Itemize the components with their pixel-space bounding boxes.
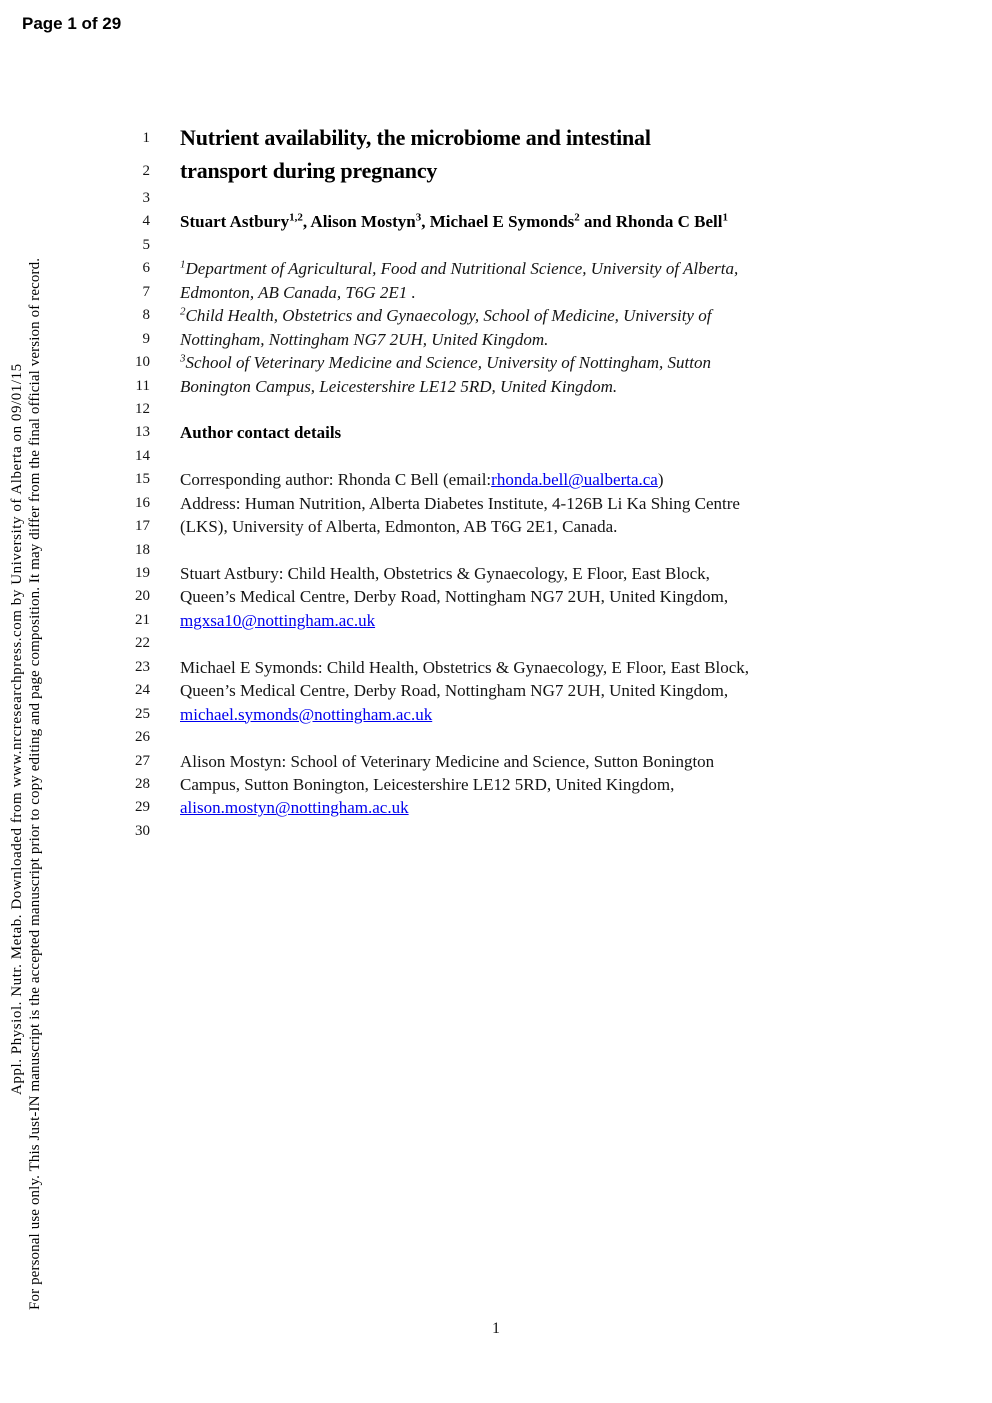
manuscript-line <box>128 468 858 491</box>
line-number: 19 <box>135 565 150 581</box>
line-number: 12 <box>135 400 150 417</box>
line-content <box>180 328 548 351</box>
manuscript-line <box>128 121 858 154</box>
line-number: 28 <box>135 775 150 792</box>
line-number: 14 <box>135 447 150 464</box>
line-number: 17 <box>135 518 150 535</box>
page-header: Page 1 of 29 <box>22 14 122 33</box>
text-run: Stuart Astbury: Child Health, Obstetrics & Gynaecology, E Floor, East Block, <box>180 564 710 583</box>
manuscript-line <box>128 492 858 515</box>
manuscript-line <box>128 351 858 374</box>
text-run: Nutrient availability, the microbiome and intestinal <box>180 125 651 150</box>
line-number: 9 <box>142 330 150 347</box>
text-run: Stuart Astbury <box>180 212 290 232</box>
line-content <box>180 679 728 702</box>
line-content <box>180 375 617 398</box>
line-number: 24 <box>135 682 150 699</box>
text-run: School of Veterinary Medicine and Science, University of Nottingham, Sutton <box>185 353 711 373</box>
line-number: 4 <box>142 213 150 230</box>
manuscript-line <box>128 421 858 444</box>
manuscript-line <box>128 726 858 749</box>
line-content <box>180 609 375 632</box>
line-content <box>180 351 711 374</box>
text-run: , Michael E Symonds <box>421 212 575 232</box>
line-number: 20 <box>135 588 150 605</box>
line-content <box>180 750 714 773</box>
manuscript-line <box>128 656 858 679</box>
line-content <box>180 210 728 233</box>
text-run: Campus, Sutton Bonington, Leicestershire LE12 5RD, United Kingdom, <box>180 774 675 794</box>
line-number: 18 <box>135 541 150 558</box>
line-content <box>180 585 728 608</box>
text-run: Department of Agricultural, Food and Nutritional Science, University of Alberta, <box>185 259 739 279</box>
manuscript-line <box>128 703 858 726</box>
line-number: 27 <box>135 752 150 769</box>
line-content <box>180 492 740 515</box>
line-content <box>180 257 738 280</box>
line-number: 22 <box>135 635 150 652</box>
text-run: Bonington Campus, Leicestershire LE12 5RD, United Kingdom. <box>180 376 618 396</box>
line-content <box>180 421 341 444</box>
text-run: (LKS), University of Alberta, Edmonton, AB T6G 2E1, Canada. <box>180 517 618 537</box>
text-run: transport during pregnancy <box>180 158 438 183</box>
line-content <box>180 281 416 304</box>
text-run: and Rhonda C Bell <box>579 212 723 232</box>
manuscript-line <box>128 562 858 585</box>
page-number: 1 <box>492 1320 500 1337</box>
text-run: Nottingham, Nottingham NG7 2UH, United Kingdom. <box>180 329 549 349</box>
text-run: Corresponding author: Rhonda C Bell (email: <box>180 470 492 490</box>
superscript: 1 <box>722 211 728 224</box>
text-run: Author contact details <box>180 423 342 443</box>
manuscript-line <box>128 679 858 702</box>
manuscript-line <box>128 773 858 796</box>
manuscript-line <box>128 257 858 280</box>
line-number: 5 <box>142 236 150 253</box>
manuscript-line <box>128 539 858 562</box>
line-number: 11 <box>135 377 150 394</box>
email-link[interactable]: alison.mostyn@nottingham.ac.uk <box>180 798 409 818</box>
text-run: Alison Mostyn: School of Veterinary Medicine and Science, Sutton Bonington <box>180 751 715 771</box>
line-content <box>180 796 409 819</box>
line-number: 21 <box>135 611 150 628</box>
manuscript-line <box>128 154 858 187</box>
email-link[interactable]: michael.symonds@nottingham.ac.uk <box>180 704 433 724</box>
sidebar-journal-citation: Appl. Physiol. Nutr. Metab. Downloaded from www.nrcresearchpress.com by University of Alberta on 09/01/15 <box>9 363 25 1095</box>
line-number: 3 <box>142 190 150 206</box>
manuscript-line <box>128 210 858 233</box>
line-number: 13 <box>135 424 150 441</box>
text-run: Child Health, Obstetrics and Gynaecology, School of Medicine, University of <box>185 306 712 326</box>
line-number: 29 <box>135 799 150 816</box>
line-number: 15 <box>135 471 150 488</box>
line-number: 30 <box>135 822 150 839</box>
manuscript-line <box>128 328 858 351</box>
line-number: 23 <box>135 658 150 675</box>
text-run: , Alison Mostyn <box>302 212 416 232</box>
line-number: 26 <box>135 729 150 746</box>
manuscript-line <box>128 187 858 210</box>
line-number: 2 <box>142 163 150 179</box>
line-number: 10 <box>135 354 150 371</box>
line-content <box>180 656 749 679</box>
text-run: Address: Human Nutrition, Alberta Diabetes Institute, 4-126B Li Ka Shing Centre <box>180 493 740 513</box>
manuscript-line <box>128 585 858 608</box>
manuscript-line <box>128 398 858 421</box>
email-link[interactable]: mgxsa10@nottingham.ac.uk <box>180 610 376 630</box>
manuscript-line <box>128 796 858 819</box>
line-content <box>180 304 711 327</box>
superscript: 2 <box>180 305 186 318</box>
manuscript-line <box>128 304 858 327</box>
line-number: 25 <box>135 705 150 722</box>
line-content <box>180 468 664 491</box>
line-number: 8 <box>142 307 150 324</box>
manuscript-line <box>128 445 858 468</box>
line-number: 7 <box>142 283 150 300</box>
manuscript-line <box>128 234 858 257</box>
line-content <box>180 562 710 585</box>
text-run: ) <box>657 470 664 490</box>
superscript: 1 <box>180 258 186 271</box>
text-run: Queen’s Medical Centre, Derby Road, Nottingham NG7 2UH, United Kingdom, <box>180 681 729 701</box>
line-content <box>180 773 674 796</box>
superscript: 3 <box>415 211 422 224</box>
line-content <box>180 121 651 154</box>
manuscript-line <box>128 515 858 538</box>
manuscript-line <box>128 375 858 398</box>
line-number: 16 <box>135 494 150 511</box>
manuscript-line <box>128 632 858 655</box>
line-content <box>180 154 437 187</box>
text-run: Queen’s Medical Centre, Derby Road, Nottingham NG7 2UH, United Kingdom, <box>180 587 729 607</box>
manuscript-line <box>128 281 858 304</box>
manuscript-line <box>128 750 858 773</box>
superscript: 1,2 <box>289 211 303 224</box>
line-content <box>180 515 617 538</box>
manuscript-line <box>128 609 858 632</box>
line-content <box>180 703 432 726</box>
line-number: 6 <box>142 260 150 277</box>
text-run: Michael E Symonds: Child Health, Obstetrics & Gynaecology, E Floor, East Block, <box>180 657 750 677</box>
email-link[interactable]: rhonda.bell@ualberta.ca <box>491 470 658 490</box>
manuscript-lines <box>128 121 858 843</box>
line-number: 1 <box>142 130 150 146</box>
superscript: 3 <box>180 352 186 365</box>
superscript: 2 <box>574 211 580 224</box>
manuscript-line <box>128 820 858 843</box>
sidebar-disclaimer: For personal use only. This Just-IN manuscript is the accepted manuscript prior to copy editing and page composition. It may differ from the final official version of record. <box>27 257 43 1310</box>
text-run: Edmonton, AB Canada, T6G 2E1 . <box>180 282 416 302</box>
